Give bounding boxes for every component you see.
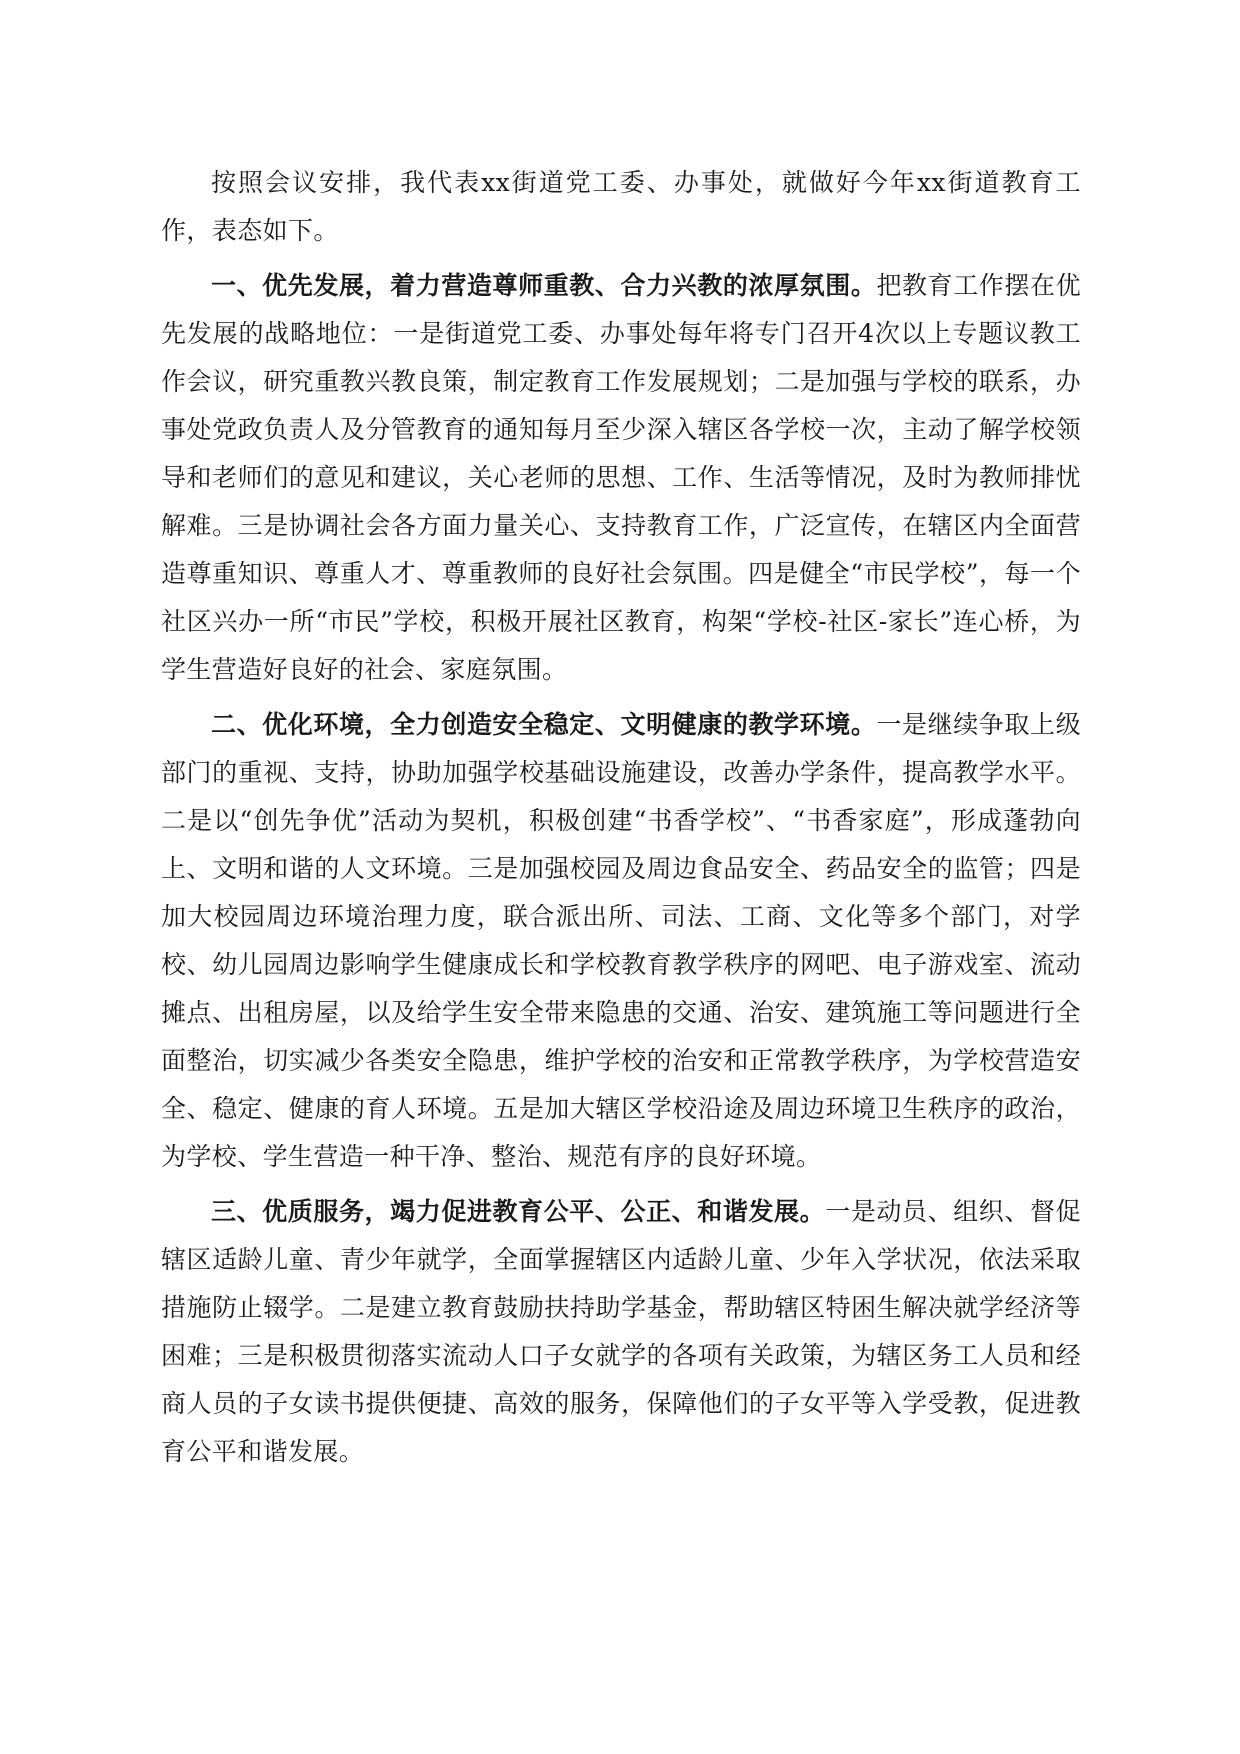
document-body [161,159,1081,1476]
section-1-paragraph [161,262,1081,694]
intro-text: 按照会议安排，我代表xx街道党工委、办事处，就做好今年xx街道教育工作，表态如下。 [161,168,1081,245]
intro-paragraph [161,159,1081,255]
section-2-text: 一是继续争取上级部门的重视、支持，协助加强学校基础设施建设，改善办学条件，提高教学水平。二是以“创先争优”活动为契机，积极创建“书香学校”、“书香家庭”，形成蓬勃向上、文明和谐的人文环境。三是加强校园及周边食品安全、药品安全的监管；四是加大校园周边环境治理力度，联合派出所、司法、工商、文化等多个部门，对学校、幼儿园周边影响学生健康成长和学校教育教学秩序的网吧、电子游戏室、流动摊点、出租房屋，以及给学生安全带来隐患的交通、治安、建筑施工等问题进行全面整治，切实减少各类安全隐患，维护学校的治安和正常教学秩序，为学校营造安全、稳定、健康的育人环境。五是加大辖区学校沿途及周边环境卫生秩序的政治，为学校、学生营造一种干净、整治、规范有序的良好环境。 [161,710,1081,1171]
section-3-text: 一是动员、组织、督促辖区适龄儿童、青少年就学，全面掌握辖区内适龄儿童、少年入学状况，依法采取措施防止辍学。二是建立教育鼓励扶持助学基金，帮助辖区特困生解决就学经济等困难；三是积极贯彻落实流动人口子女就学的各项有关政策，为辖区务工人员和经商人员的子女读书提供便捷、高效的服务，保障他们的子女平等入学受教，促进教育公平和谐发展。 [161,1197,1081,1466]
section-1-text: 把教育工作摆在优先发展的战略地位：一是街道党工委、办事处每年将专门召开4次以上专题议教工作会议，研究重教兴教良策，制定教育工作发展规划；二是加强与学校的联系，办事处党政负责人及分管教育的通知每月至少深入辖区各学校一次，主动了解学校领导和老师们的意见和建议，关心老师的思想、工作、生活等情况，及时为教师排忧解难。三是协调社会各方面力量关心、支持教育工作，广泛宣传，在辖区内全面营造尊重知识、尊重人才、尊重教师的良好社会氛围。四是健全“市民学校”，每一个社区兴办一所“市民”学校，积极开展社区教育，构架“学校-社区-家长”连心桥，为学生营造好良好的社会、家庭氛围。 [161,271,1081,684]
section-3-paragraph [161,1188,1081,1476]
section-2-heading: 二、优化环境，全力创造安全稳定、文明健康的教学环境。 [211,710,877,739]
section-1-heading: 一、优先发展，着力营造尊师重教、合力兴教的浓厚氛围。 [211,271,877,300]
section-3-heading: 三、优质服务，竭力促进教育公平、公正、和谐发展。 [211,1197,826,1226]
section-2-paragraph [161,701,1081,1181]
